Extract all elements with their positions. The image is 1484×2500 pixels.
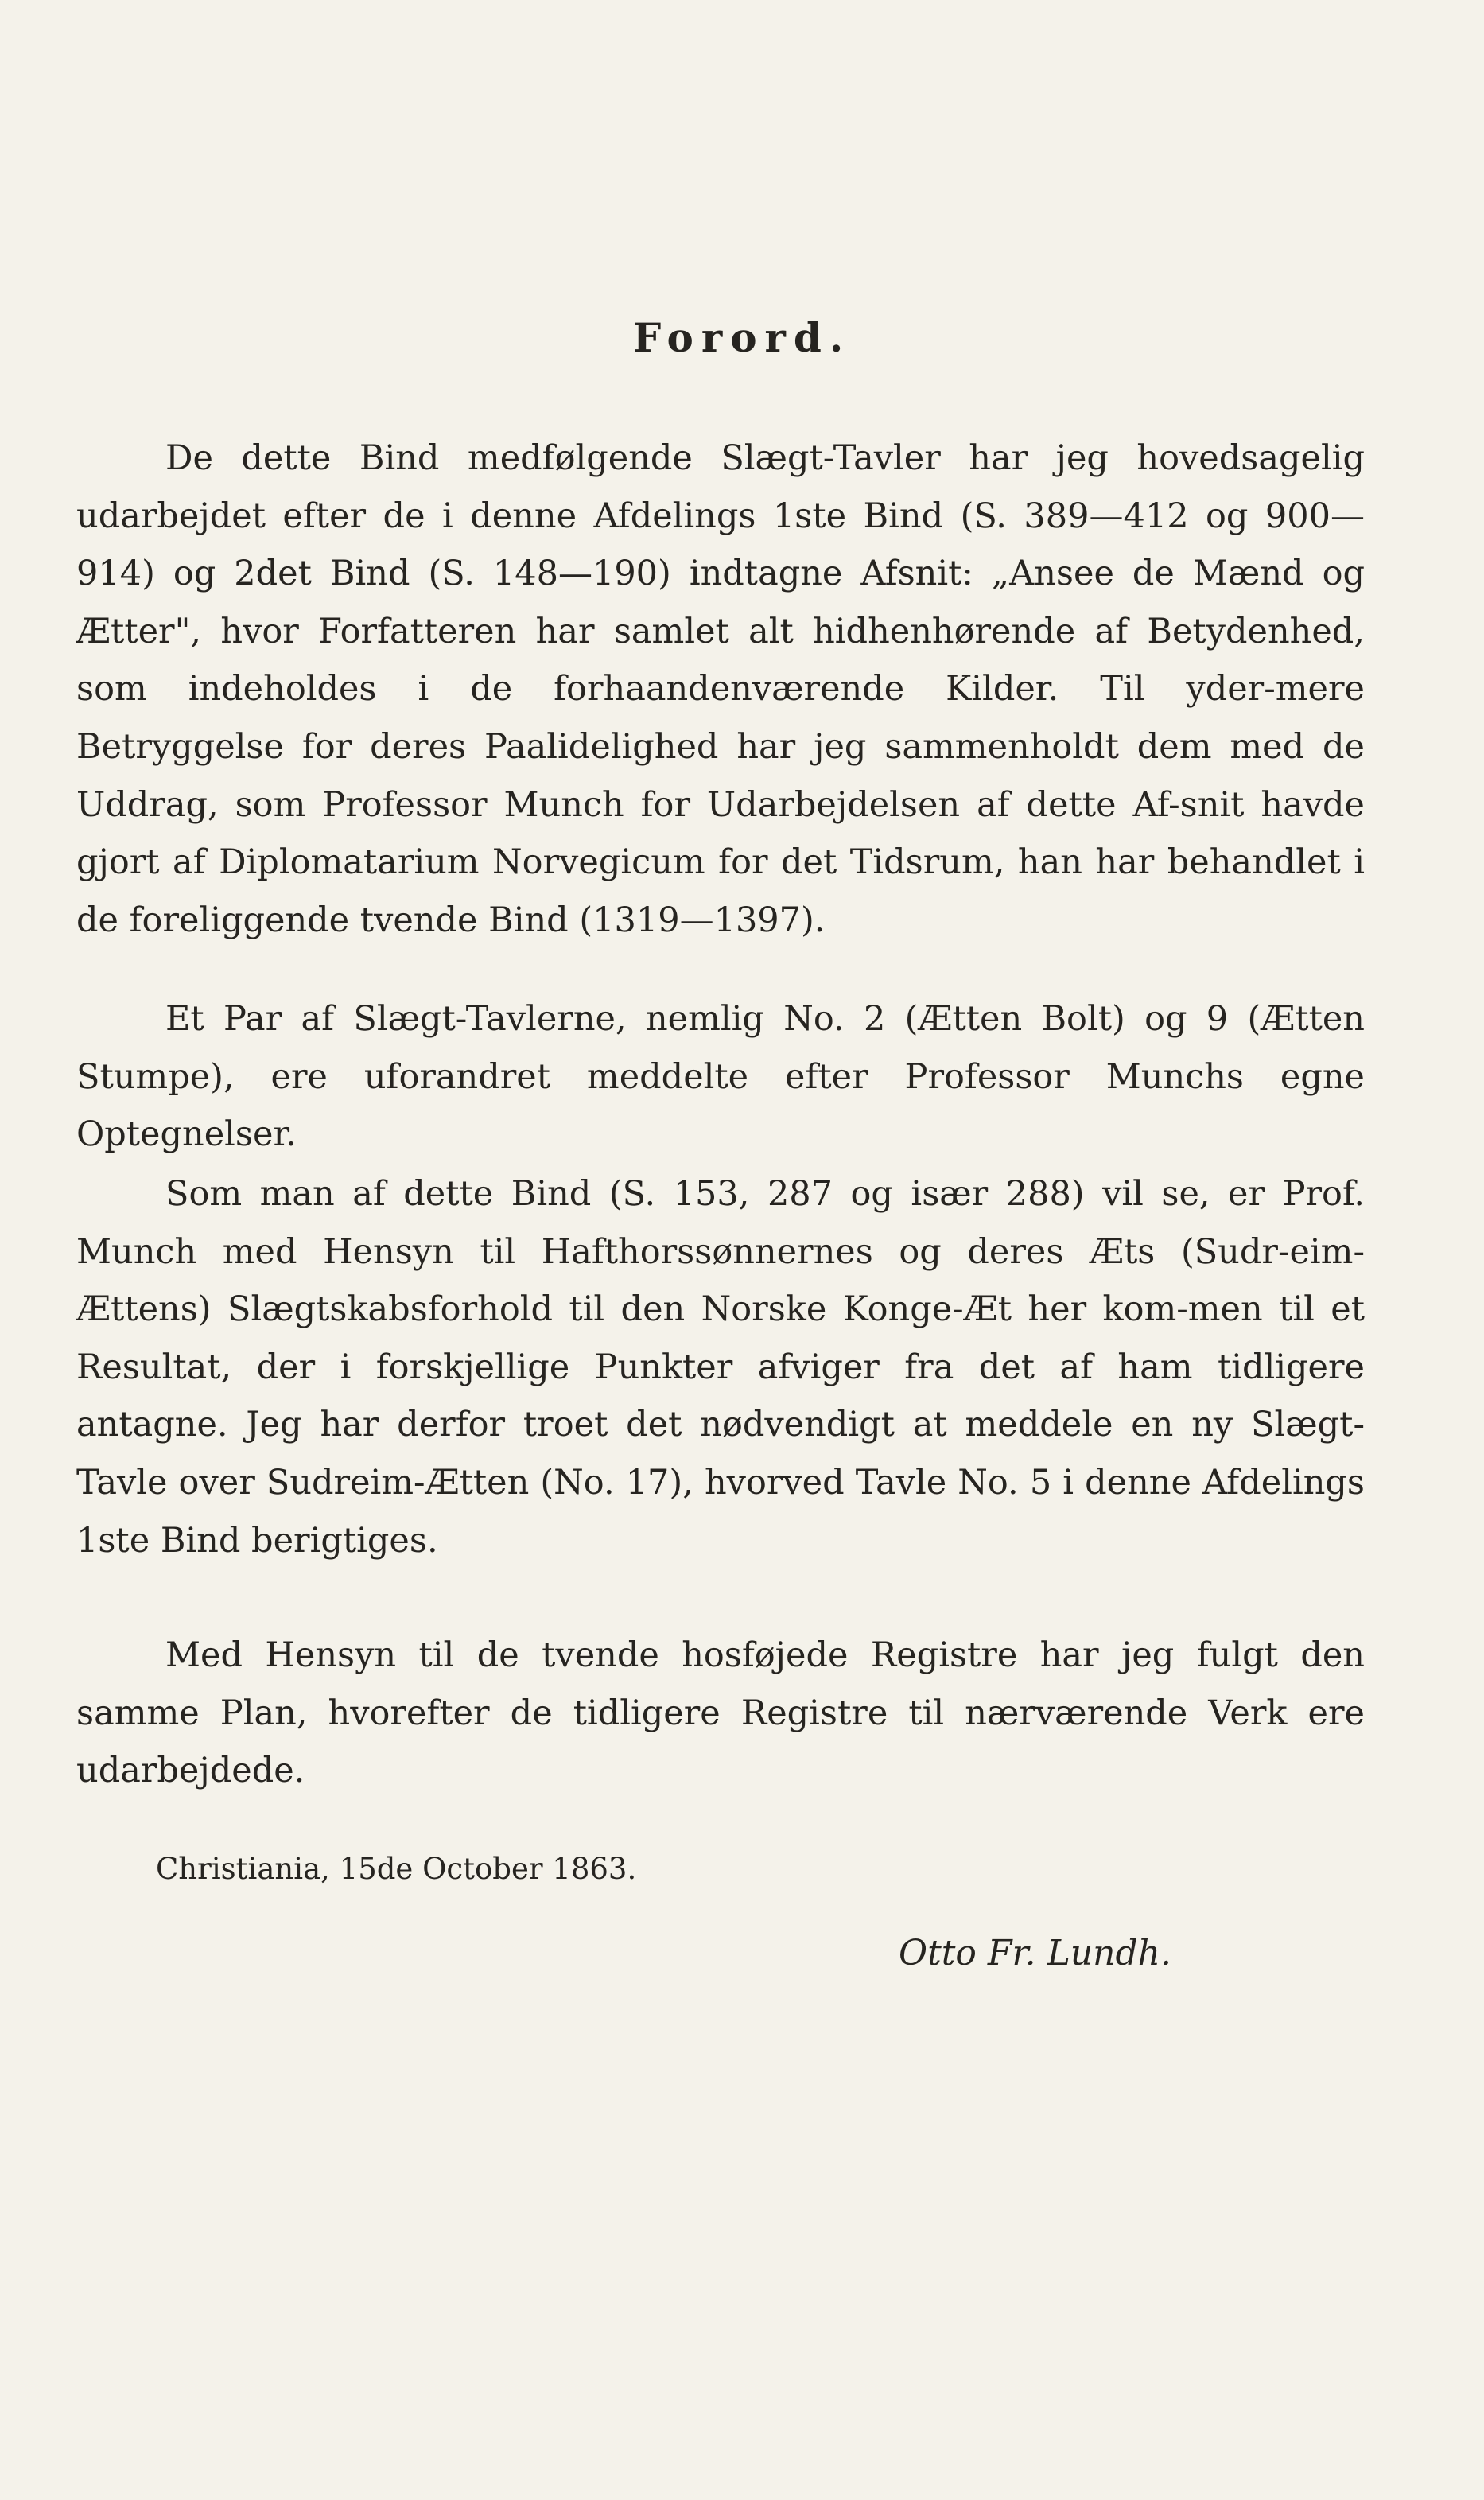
paragraph-2: Et Par af Slægt-Tavlerne, nemlig No. 2 (Ætten Bolt) og 9 (Ætten Stumpe), ere uforandret meddelte efter Professor Munchs egne Optegnelser. (76, 999, 1365, 1155)
paragraph-3: Som man af dette Bind (S. 153, 287 og især 288) vil se, er Prof. Munch med Hensyn til Hafthorssønnernes og deres Æts (Sudr-eim-Ættens) Slægtskabsforhold til den Norske Konge-Æt her kom-men til et Resultat, der i forskjellige Punkter afviger fra det af ham tidligere antagne. Jeg har derfor troet det nødvendigt at meddele en ny Slægt-Tavle over Sudreim-Ætten (No. 17), hvorved Tavle No. 5 i denne Afdelings 1ste Bind berigtiges. (76, 1174, 1365, 1561)
author-signature: Otto Fr. Lundh. (899, 1933, 1171, 1973)
place-date: Christiania, 15de October 1863. (156, 1852, 637, 1886)
paragraph-1: De dette Bind medfølgende Slægt-Tavler har jeg hovedsagelig udarbejdet efter de i denne Afdelings 1ste Bind (S. 389—412 og 900—914) og 2det Bind (S. 148—190) indtagne Afsnit: „Ansee de Mænd og Ætter", hvor Forfatteren har samlet alt hidhenhørende af Betydenhed, som indeholdes i de forhaandenværende Kilder. Til yder-mere Betryggelse for deres Paalidelighed har jeg sammenholdt dem med de Uddrag, som Professor Munch for Udarbejdelsen af dette Af-snit havde gjort af Diplomatarium Norvegicum for det Tidsrum, han har behandlet i de foreliggende tvende Bind (1319—1397). (76, 438, 1365, 940)
page-title: Forord. (632, 314, 852, 361)
paragraph-4: Med Hensyn til de tvende hosføjede Registre har jeg fulgt den samme Plan, hvorefter de tidligere Registre til nærværende Verk ere udarbejdede. (76, 1635, 1365, 1791)
